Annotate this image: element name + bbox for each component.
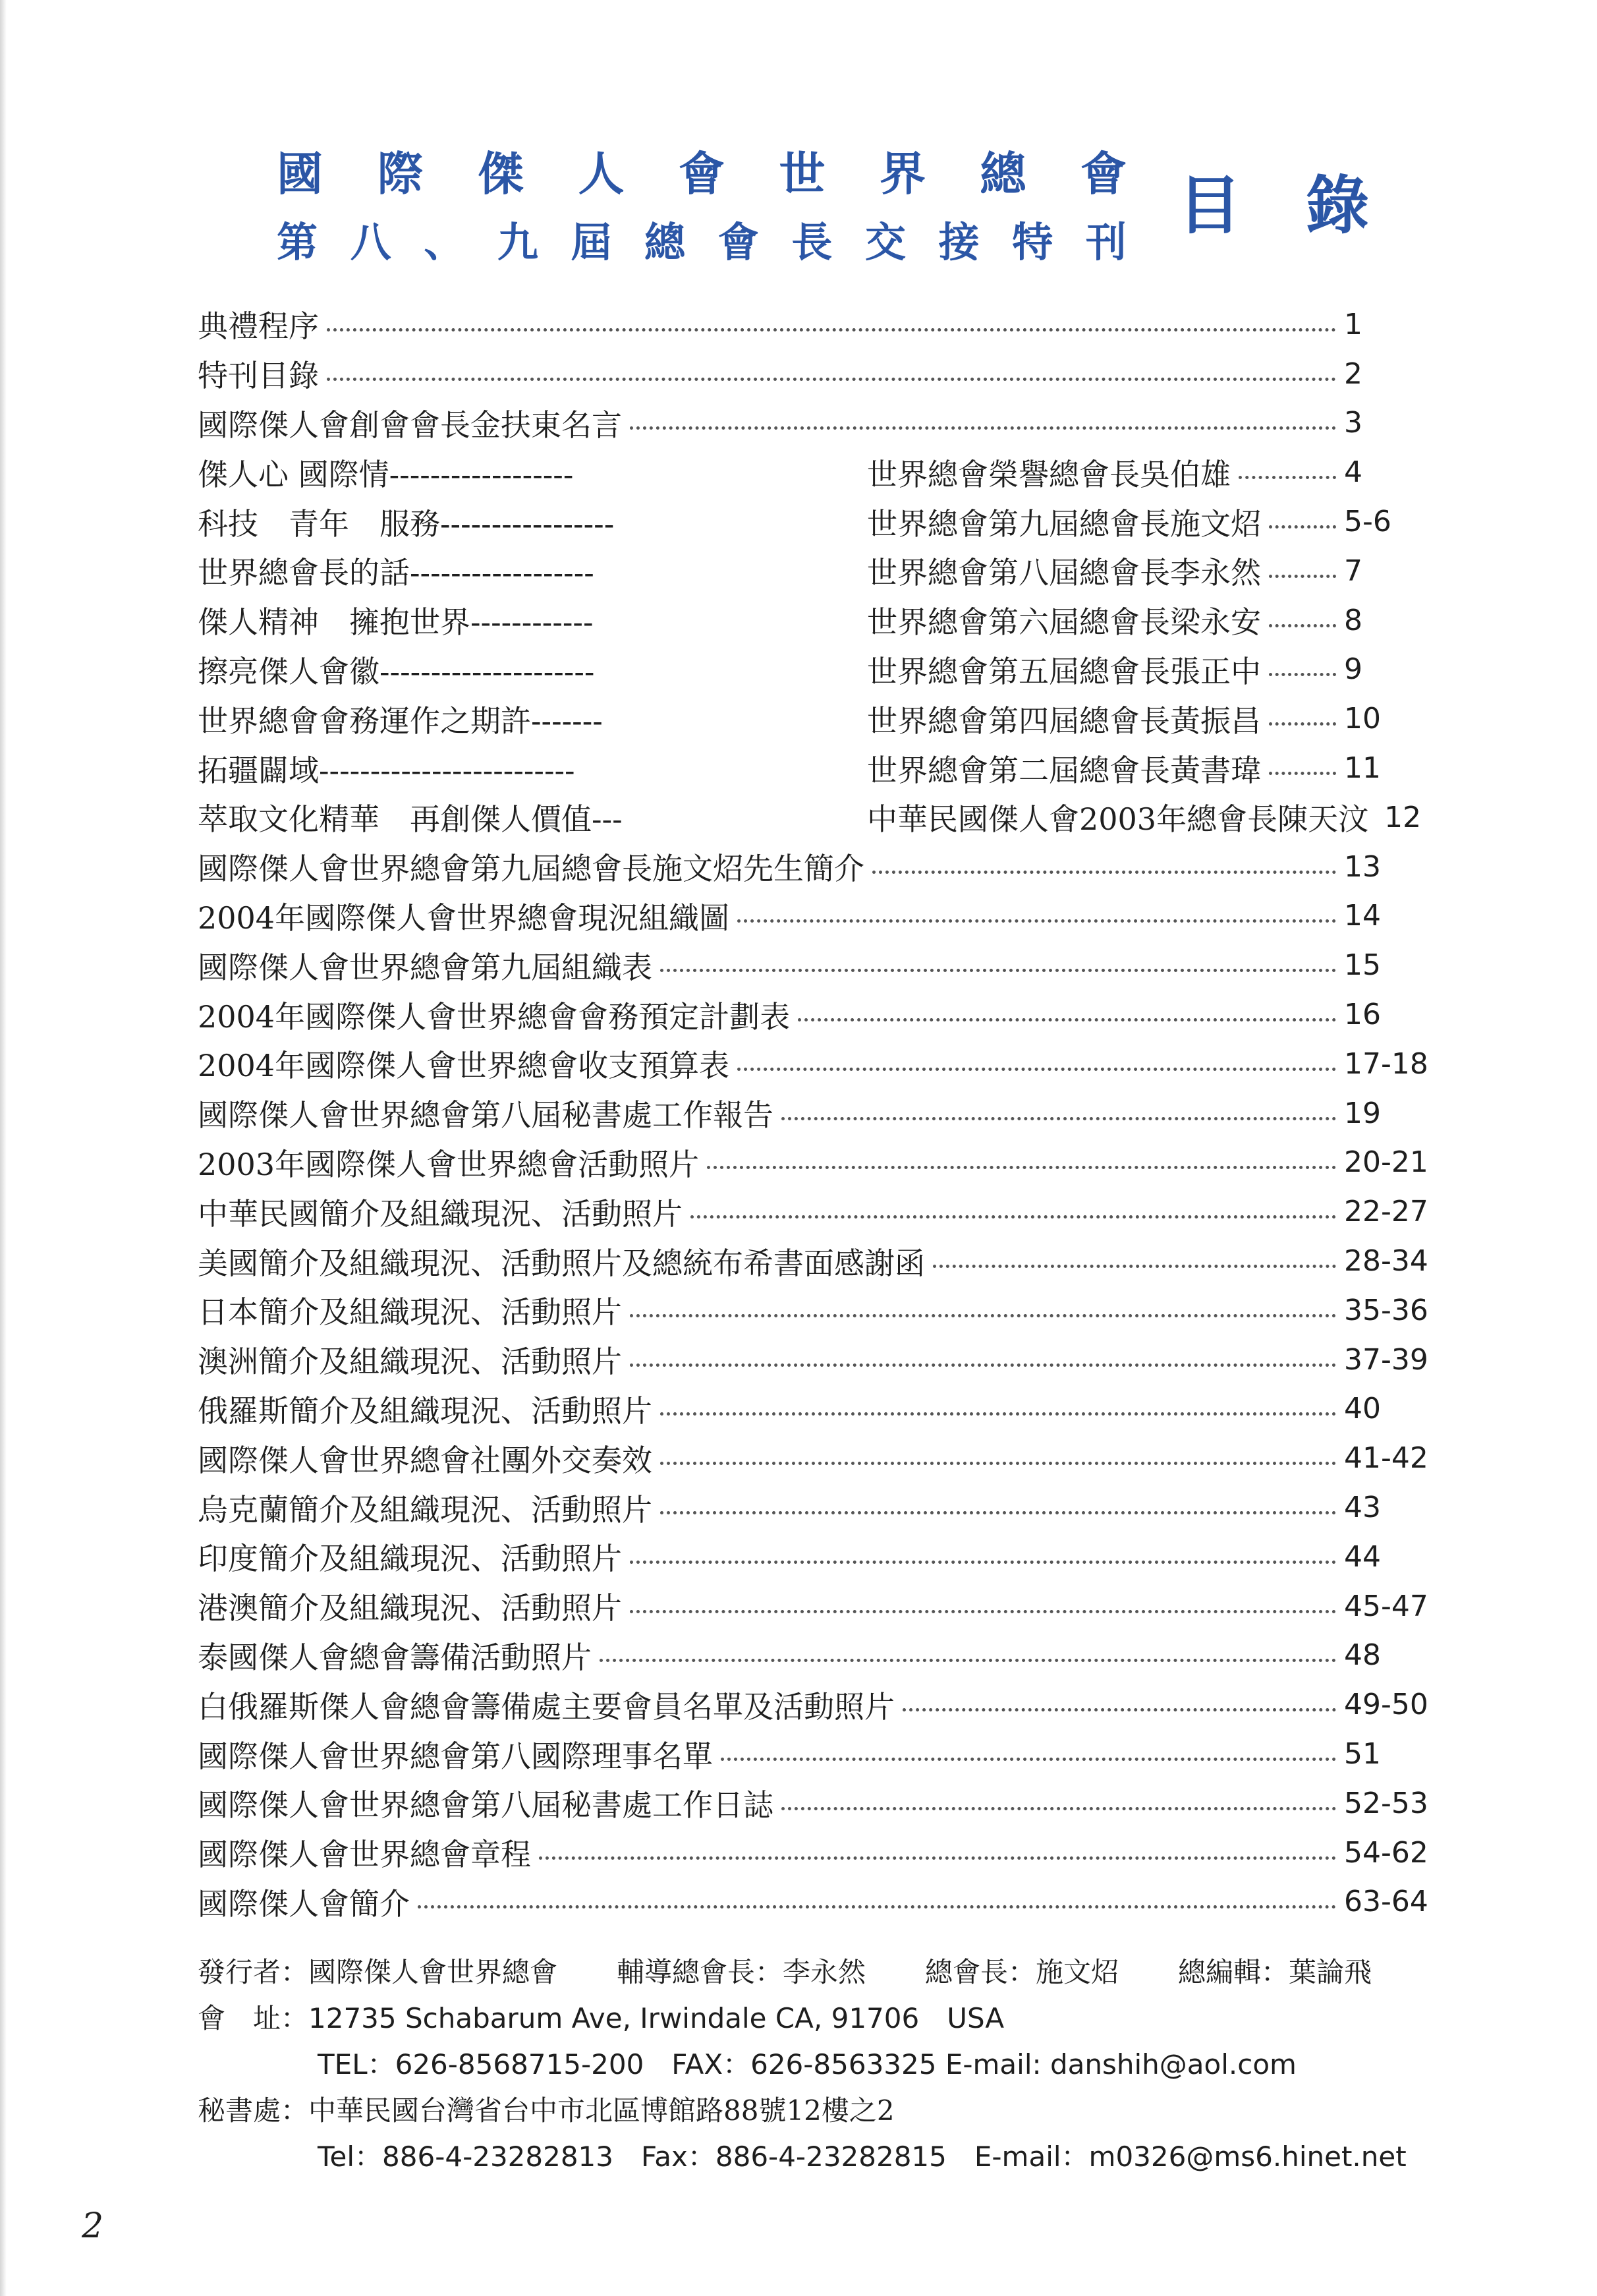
toc-row [198, 1828, 1449, 1878]
toc-row [198, 1138, 1449, 1188]
table-of-contents [198, 300, 1449, 1926]
toc-title: 2003年國際傑人會世界總會活動照片 [198, 1146, 700, 1182]
header-char: 會 [717, 218, 759, 266]
toc-row [198, 793, 1449, 842]
header-char: 人 [578, 146, 625, 201]
secretariat-text: 秘書處：中華民國台灣省台中市北區博館路88號12樓之2 [198, 2094, 895, 2127]
toc-page-number: 40 [1344, 1392, 1381, 1426]
toc-row [198, 842, 1449, 892]
toc-page-number: 48 [1344, 1638, 1381, 1673]
toc-row [198, 1779, 1449, 1828]
toc-row [198, 1089, 1449, 1138]
toc-row [198, 645, 1449, 695]
toc-row [198, 1039, 1449, 1089]
header-char: 接 [938, 218, 980, 266]
toc-title-with-dashes: 拓疆闢域------------------------- [198, 752, 575, 788]
toc-row [198, 1680, 1449, 1729]
dot-leader [721, 1758, 1336, 1761]
dot-leader [1269, 525, 1336, 529]
toc-author: 世界總會第六屆總會長梁永安 [867, 604, 1261, 641]
toc-page-number: 44 [1344, 1539, 1381, 1574]
toc-title: 印度簡介及組織現況、活動照片 [198, 1541, 622, 1577]
dot-leader [600, 1659, 1336, 1662]
toc-page-number: 54-62 [1344, 1835, 1428, 1870]
footer-secretariat-row [198, 2086, 1482, 2132]
toc-title: 澳洲簡介及組織現況、活動照片 [198, 1344, 622, 1380]
dot-leader [1269, 624, 1336, 627]
toc-page-number: 8 [1344, 603, 1362, 637]
header-char: 會 [679, 146, 725, 201]
dot-leader [872, 871, 1336, 874]
toc-author: 世界總會第四屆總會長黃振昌 [867, 703, 1261, 739]
header-char: 刊 [1085, 218, 1127, 266]
footer-address-row [198, 1994, 1482, 2040]
page-number: 2 [82, 2206, 104, 2246]
publisher-text: 發行者：國際傑人會世界總會 [198, 1956, 558, 1988]
header-char: 長 [791, 218, 833, 266]
dot-leader [903, 1708, 1336, 1711]
toc-page-number: 3 [1344, 406, 1362, 440]
dot-leader [781, 1807, 1336, 1810]
dot-leader [660, 969, 1336, 972]
toc-title: 國際傑人會世界總會第九屆組織表 [198, 949, 652, 985]
dot-leader [660, 1462, 1336, 1465]
header-char: 九 [497, 218, 538, 266]
toc-author: 世界總會第五屆總會長張正中 [867, 653, 1261, 689]
toc-title: 國際傑人會世界總會第八屆秘書處工作日誌 [198, 1787, 773, 1823]
toc-author: 世界總會第八屆總會長李永然 [867, 555, 1261, 591]
toc-title: 2004年國際傑人會世界總會現況組織圖 [198, 900, 730, 936]
header-char: 交 [865, 218, 907, 266]
toc-page-number: 35-36 [1344, 1293, 1428, 1327]
dot-leader [539, 1856, 1336, 1860]
dot-leader [1269, 722, 1336, 726]
dot-leader [418, 1905, 1336, 1909]
header-char: 、 [424, 218, 465, 266]
toc-title: 白俄羅斯傑人會總會籌備處主要會員名單及活動照片 [198, 1688, 895, 1725]
toc-author: 世界總會第九屆總會長施文炤 [867, 505, 1261, 542]
toc-row [198, 300, 1449, 349]
toc-row [198, 1878, 1449, 1927]
toc-row [198, 1532, 1449, 1582]
toc-title-with-dashes: 萃取文化精華 再創傑人價值--- [198, 801, 623, 838]
footer-publisher-row [198, 1947, 1482, 1994]
scan-edge [0, 0, 7, 2296]
toc-page-number: 49-50 [1344, 1688, 1428, 1722]
toc-page-number: 45-47 [1344, 1589, 1428, 1623]
toc-row [198, 694, 1449, 743]
toc-title: 特刊目錄 [198, 358, 319, 394]
dot-leader [737, 919, 1336, 923]
toc-page-number: 15 [1344, 948, 1381, 983]
dot-leader [630, 1561, 1336, 1564]
toc-title: 國際傑人會世界總會社團外交奏效 [198, 1442, 652, 1478]
toc-page-number: 13 [1344, 849, 1381, 884]
toc-title: 國際傑人會世界總會第八屆秘書處工作報告 [198, 1097, 773, 1134]
toc-row [198, 1483, 1449, 1532]
toc-page-number: 17-18 [1344, 1047, 1428, 1081]
header-char: 八 [350, 218, 391, 266]
page-title [1178, 156, 1369, 246]
header-char: 會 [1080, 146, 1127, 201]
toc-title-with-dashes: 擦亮傑人會徽--------------------- [198, 653, 595, 689]
dot-leader [933, 1265, 1336, 1268]
toc-row [198, 892, 1449, 941]
toc-row [198, 1335, 1449, 1385]
toc-row [198, 596, 1449, 645]
toc-title: 國際傑人會世界總會第八國際理事名單 [198, 1738, 713, 1774]
toc-row [198, 1385, 1449, 1434]
header-char: 目 [1178, 168, 1241, 243]
toc-title-with-dashes: 傑人心 國際情------------------ [198, 456, 574, 492]
header-char: 世 [779, 146, 826, 201]
toc-row [198, 1187, 1449, 1236]
toc-row [198, 497, 1449, 546]
contact-tw-text: Tel：886-4-23282813 Fax：886-4-23282815 E-mail：m0326@ms6.hinet.net [318, 2140, 1407, 2173]
header-char: 際 [377, 146, 424, 201]
dot-leader [660, 1412, 1336, 1416]
toc-page-number: 22-27 [1344, 1195, 1428, 1229]
toc-row [198, 940, 1449, 990]
toc-page-number: 1 [1344, 307, 1362, 341]
toc-title: 國際傑人會世界總會章程 [198, 1837, 531, 1873]
toc-row [198, 1286, 1449, 1335]
toc-page-number: 5-6 [1344, 505, 1391, 539]
dot-leader [630, 1610, 1336, 1613]
header-subtitle [277, 210, 1127, 268]
dot-leader [1269, 673, 1336, 676]
dot-leader [660, 1511, 1336, 1514]
header-org-name [277, 137, 1127, 204]
dot-leader [630, 1314, 1336, 1317]
header-char: 總 [644, 218, 686, 266]
dot-leader [690, 1215, 1336, 1219]
toc-row [198, 1582, 1449, 1631]
toc-page-number: 20-21 [1344, 1145, 1428, 1180]
toc-author: 中華民國傑人會2003年總會長陳天汶 [867, 801, 1369, 838]
dot-leader [1239, 476, 1336, 479]
dot-leader [327, 328, 1336, 331]
header-char: 錄 [1306, 168, 1369, 243]
toc-page-number: 14 [1344, 899, 1381, 933]
toc-row [198, 990, 1449, 1039]
toc-row [198, 1631, 1449, 1680]
footer-contact-tw-row [198, 2132, 1482, 2178]
dot-leader [781, 1117, 1336, 1120]
toc-page-number: 41-42 [1344, 1441, 1428, 1476]
toc-title-with-dashes: 傑人精神 擁抱世界------------ [198, 604, 594, 641]
toc-row [198, 349, 1449, 399]
toc-page-number: 16 [1344, 998, 1381, 1032]
toc-title: 國際傑人會創會會長金扶東名言 [198, 407, 622, 443]
toc-row [198, 743, 1449, 793]
header-char: 屆 [571, 218, 612, 266]
toc-title: 典禮程序 [198, 308, 319, 345]
toc-row [198, 1236, 1449, 1286]
toc-page-number: 63-64 [1344, 1885, 1428, 1919]
dot-leader [737, 1068, 1336, 1071]
toc-page-number: 19 [1344, 1096, 1381, 1130]
toc-page-number: 37-39 [1344, 1342, 1428, 1377]
advisor-text: 輔導總會長：李永然 [617, 1956, 866, 1988]
dot-leader [327, 378, 1336, 381]
header-char: 特 [1012, 218, 1053, 266]
dot-leader [630, 1363, 1336, 1367]
toc-row [198, 447, 1449, 497]
address-label: 會 址： [198, 2002, 309, 2034]
toc-title: 港澳簡介及組織現況、活動照片 [198, 1590, 622, 1626]
toc-page-number: 52-53 [1344, 1786, 1428, 1820]
president-text: 總會長：施文炤 [925, 1956, 1119, 1988]
toc-title: 泰國傑人會總會籌備活動照片 [198, 1639, 592, 1675]
toc-title: 國際傑人會簡介 [198, 1885, 410, 1922]
toc-title: 國際傑人會世界總會第九屆總會長施文炤先生簡介 [198, 851, 864, 887]
toc-page-number: 9 [1344, 652, 1362, 687]
toc-title: 烏克蘭簡介及組織現況、活動照片 [198, 1491, 652, 1528]
header-char: 總 [980, 146, 1026, 201]
toc-author: 世界總會榮譽總會長吳伯雄 [867, 456, 1231, 492]
toc-row [198, 1433, 1449, 1483]
address-text: 12735 Schabarum Ave, Irwindale CA, 91706 USA [308, 2002, 1005, 2034]
toc-title: 2004年國際傑人會世界總會收支預算表 [198, 1048, 730, 1084]
dot-leader [1269, 575, 1336, 578]
toc-title-with-dashes: 世界總會會務運作之期許------- [198, 703, 603, 739]
toc-page-number: 11 [1344, 751, 1381, 786]
toc-page-number: 10 [1344, 702, 1381, 736]
toc-title-with-dashes: 科技 青年 服務----------------- [198, 505, 615, 542]
toc-page-number: 12 [1384, 800, 1422, 834]
contact-us-text: TEL：626-8568715-200 FAX：626-8563325 E-mail: danshih@aol.com [318, 2048, 1297, 2081]
dot-leader [1269, 772, 1336, 775]
header-char: 國 [277, 146, 323, 201]
toc-title: 中華民國簡介及組織現況、活動照片 [198, 1195, 683, 1232]
toc-title: 日本簡介及組織現況、活動照片 [198, 1294, 622, 1331]
publication-info [198, 1947, 1482, 2178]
footer-contact-us-row [198, 2040, 1482, 2086]
dot-leader [707, 1166, 1336, 1169]
toc-page-number: 4 [1344, 455, 1362, 490]
toc-author: 世界總會第二屆總會長黃書瑋 [867, 752, 1261, 788]
toc-page-number: 2 [1344, 357, 1362, 391]
header-char: 傑 [478, 146, 524, 201]
toc-row [198, 1729, 1449, 1779]
toc-page-number: 28-34 [1344, 1244, 1428, 1278]
toc-page-number: 51 [1344, 1737, 1381, 1771]
header-char: 界 [880, 146, 926, 201]
toc-title: 美國簡介及組織現況、活動照片及總統布希書面感謝函 [198, 1245, 925, 1281]
toc-row [198, 399, 1449, 448]
dot-leader [798, 1018, 1336, 1021]
toc-title: 2004年國際傑人會世界總會會務預定計劃表 [198, 998, 791, 1035]
toc-page-number: 7 [1344, 554, 1362, 588]
dot-leader [630, 426, 1336, 430]
toc-title-with-dashes: 世界總會長的話------------------ [198, 555, 594, 591]
toc-title: 俄羅斯簡介及組織現況、活動照片 [198, 1392, 652, 1429]
toc-page-number: 43 [1344, 1491, 1381, 1525]
header-char: 第 [277, 218, 318, 266]
editor-text: 總編輯：葉論飛 [1178, 1956, 1372, 1988]
toc-row [198, 546, 1449, 596]
